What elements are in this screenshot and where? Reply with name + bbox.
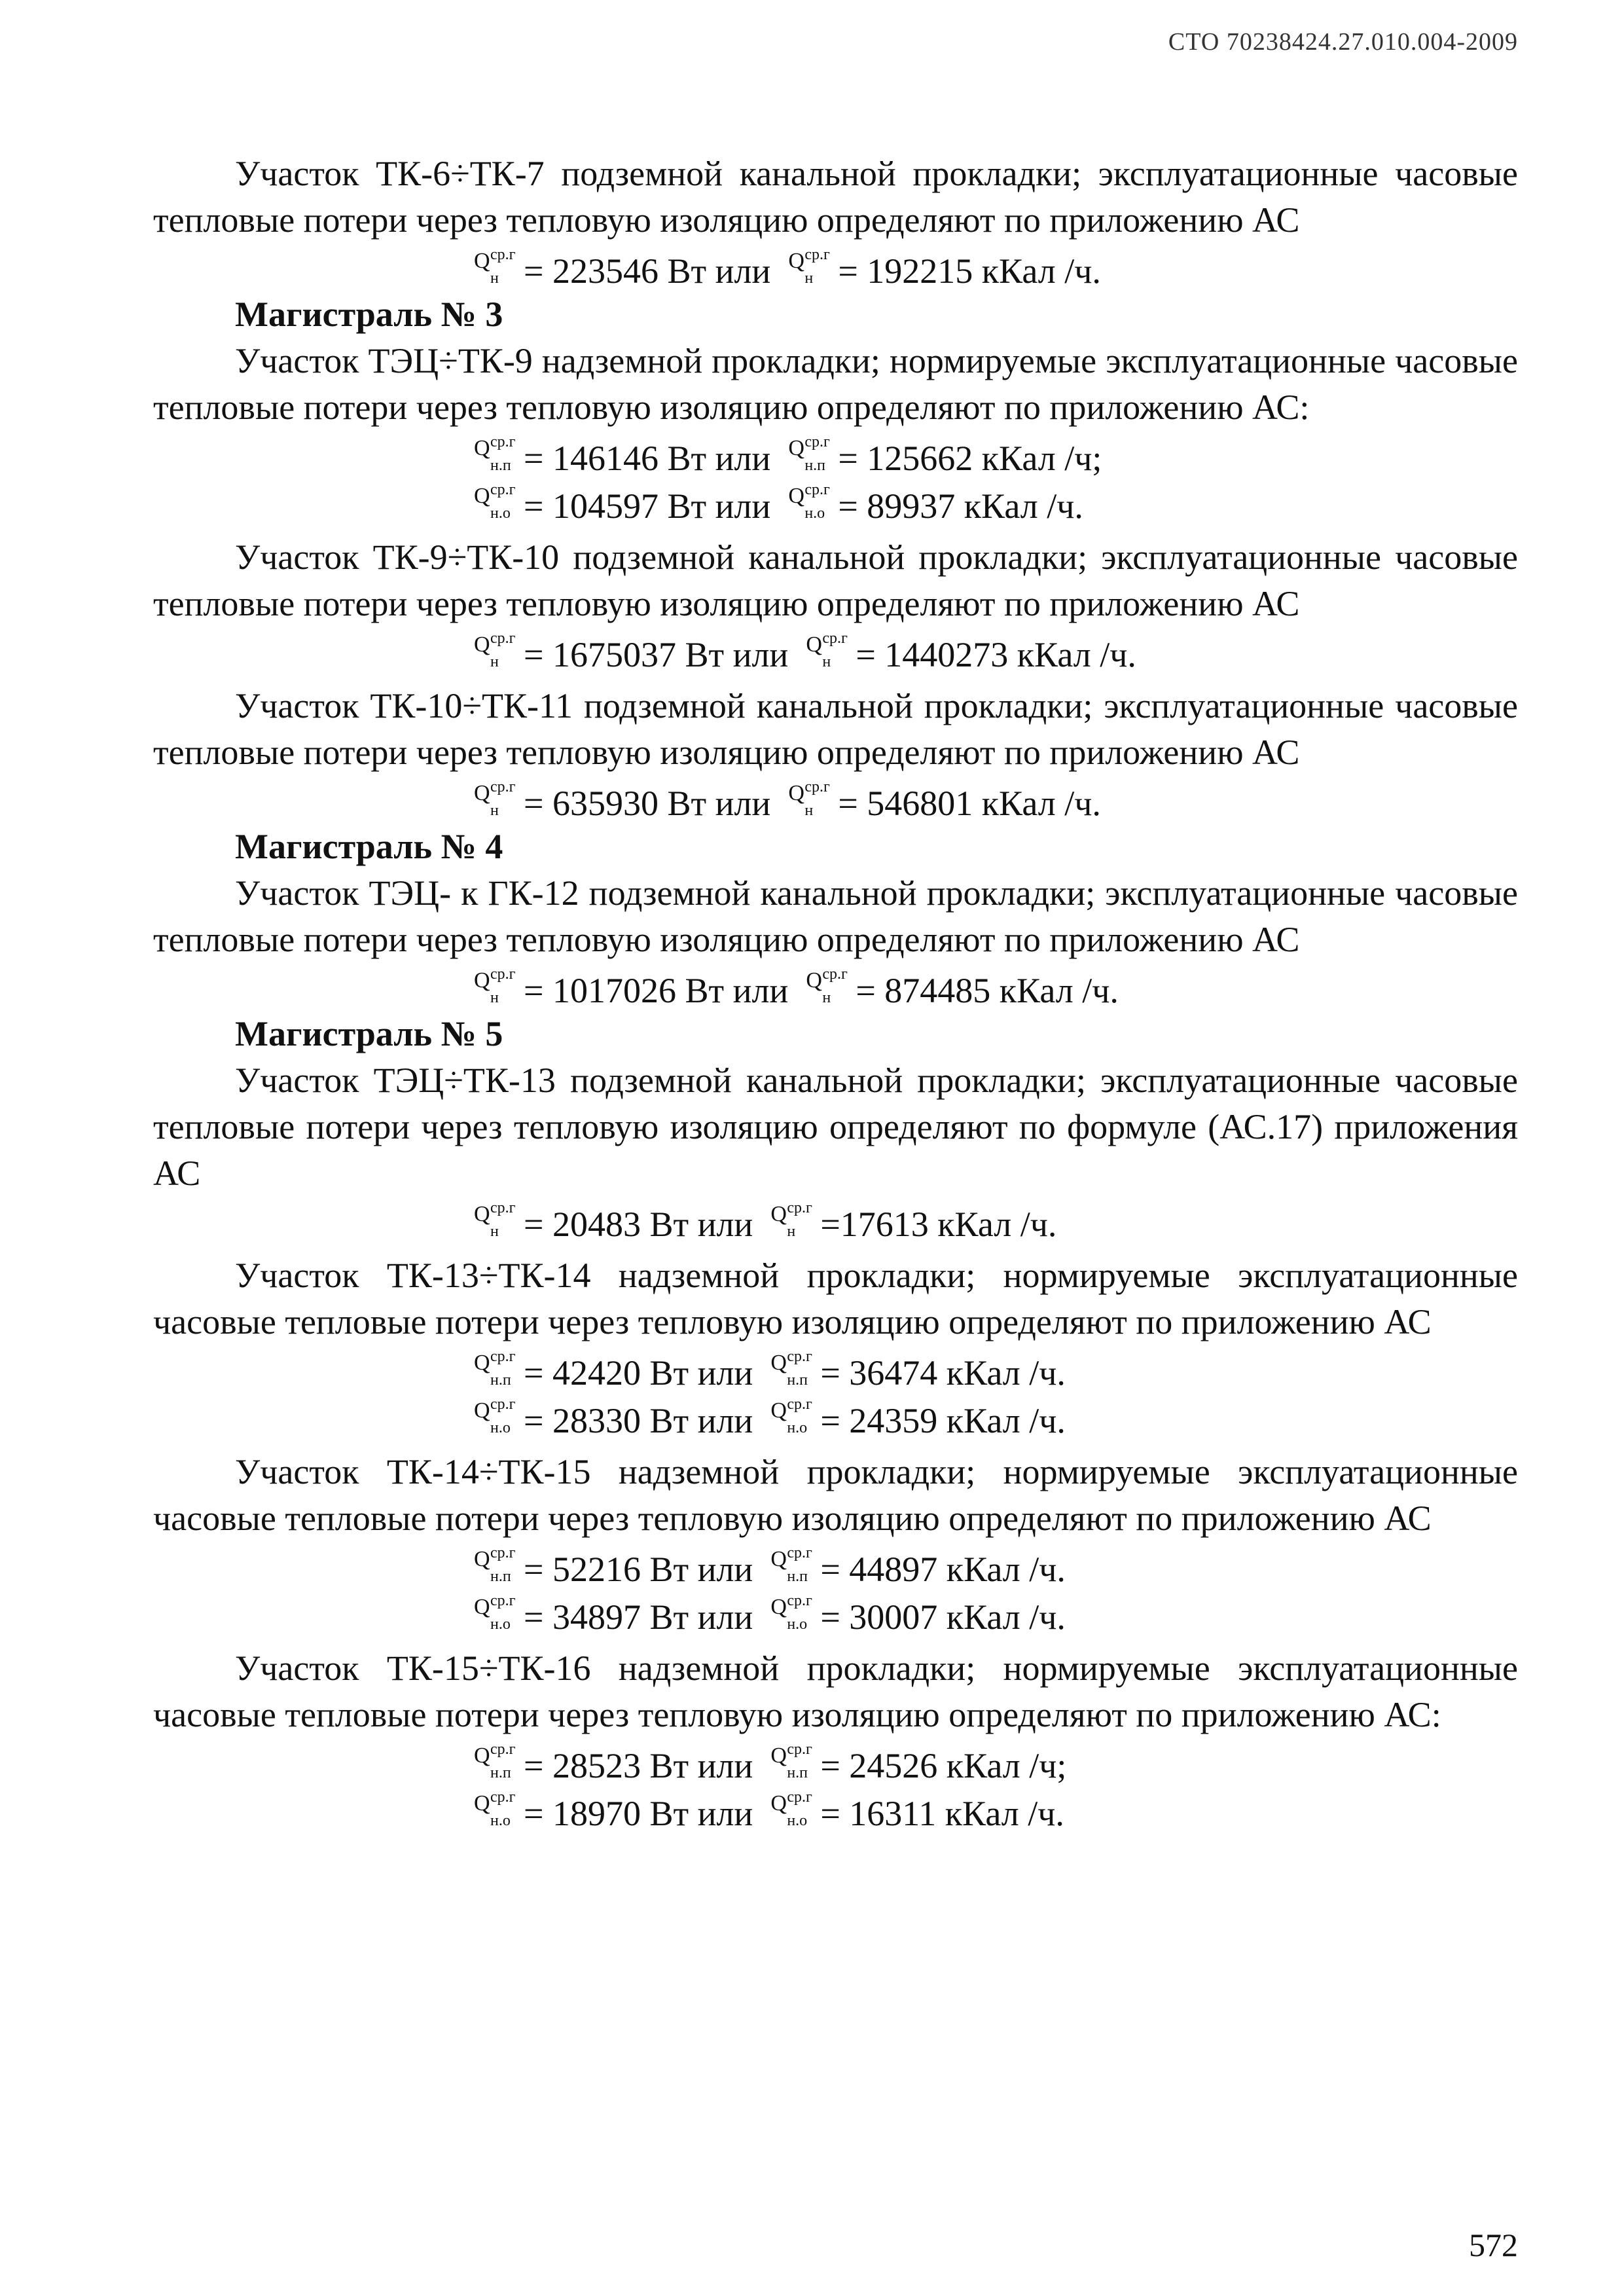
q-symbol (788, 431, 834, 474)
q-subscript: н (490, 989, 499, 1006)
q-superscript: ср.г (490, 433, 516, 450)
q-letter: Q (474, 1351, 490, 1375)
q-superscript: ср.г (490, 1741, 516, 1758)
q-subscript: н (804, 802, 814, 819)
value-kcal: = 125662 кКал /ч; (838, 439, 1102, 478)
q-letter: Q (788, 484, 804, 508)
q-subscript: н.о (787, 1419, 808, 1436)
q-subscript: н (787, 1223, 796, 1240)
value-kcal: = 24526 кКал /ч; (820, 1746, 1067, 1785)
q-letter: Q (806, 632, 822, 657)
value-kcal: = 874485 кКал /ч. (856, 971, 1119, 1010)
value-watts: = 52216 Вт или (524, 1550, 753, 1589)
q-superscript: ср.г (787, 1348, 812, 1365)
q-superscript: ср.г (804, 246, 830, 263)
formula-line (153, 1197, 1518, 1245)
q-symbol (770, 1786, 816, 1829)
q-superscript: ср.г (490, 1592, 516, 1609)
value-watts: = 1675037 Вт или (524, 635, 789, 674)
section-heading: Магистраль № 3 (235, 295, 503, 334)
q-subscript: н.о (490, 505, 511, 522)
q-superscript: ср.г (490, 246, 516, 263)
q-superscript: ср.г (822, 966, 848, 983)
q-symbol (474, 1345, 520, 1389)
value-kcal: = 30007 кКал /ч. (820, 1597, 1066, 1637)
q-subscript: н.о (787, 1616, 808, 1633)
q-subscript: н (822, 653, 831, 670)
q-symbol (474, 1738, 520, 1781)
formula-line (153, 1590, 1518, 1637)
q-subscript: н (490, 1223, 499, 1240)
q-superscript: ср.г (822, 630, 848, 647)
q-superscript: ср.г (490, 630, 516, 647)
q-letter: Q (770, 1351, 787, 1375)
q-superscript: ср.г (490, 1789, 516, 1806)
q-symbol (474, 431, 520, 474)
paragraph: Участок ТК-6÷ТК-7 подземной канальной прокладки; эксплуатационные часовые тепловые потери через тепловую изоляцию определяют по приложению АС (153, 154, 1518, 240)
document-code: СТО 70238424.27.010.004-2009 (1168, 28, 1518, 56)
q-superscript: ср.г (490, 1199, 516, 1216)
formula-line (153, 963, 1518, 1011)
q-letter: Q (474, 249, 490, 273)
q-subscript: н.о (804, 505, 825, 522)
q-symbol (788, 244, 834, 287)
q-symbol (788, 479, 834, 522)
q-superscript: ср.г (490, 481, 516, 498)
value-watts: = 223546 Вт или (524, 251, 771, 291)
paragraph: Участок ТК-15÷ТК-16 надземной прокладки; нормируемые эксплуатационные часовые тепловые потери через тепловую изоляцию определяют по приложению АС: (153, 1649, 1518, 1734)
q-letter: Q (474, 1791, 490, 1815)
value-watts: = 28523 Вт или (524, 1746, 753, 1785)
q-superscript: ср.г (787, 1199, 812, 1216)
q-superscript: ср.г (787, 1789, 812, 1806)
q-symbol (770, 1738, 816, 1781)
q-letter: Q (770, 1547, 787, 1571)
q-symbol (474, 1542, 520, 1585)
formula-line (153, 776, 1518, 824)
q-letter: Q (474, 1595, 490, 1619)
q-superscript: ср.г (787, 1741, 812, 1758)
paragraph: Участок ТЭЦ- к ГК-12 подземной канальной прокладки; эксплуатационные часовые тепловые потери через тепловую изоляцию определяют по приложению АС (153, 873, 1518, 959)
formula-line (153, 244, 1518, 291)
q-superscript: ср.г (787, 1544, 812, 1561)
q-superscript: ср.г (490, 1396, 516, 1413)
q-symbol (770, 1590, 816, 1633)
q-subscript: н.о (490, 1419, 511, 1436)
q-subscript: н.п (787, 1372, 808, 1389)
value-watts: = 104597 Вт или (524, 486, 771, 526)
paragraph: Участок ТК-9÷ТК-10 подземной канальной прокладки; эксплуатационные часовые тепловые потери через тепловую изоляцию определяют по приложению АС (153, 538, 1518, 623)
q-symbol (474, 1197, 520, 1240)
formula-line (153, 431, 1518, 479)
q-subscript: н (804, 270, 814, 287)
q-letter: Q (474, 781, 490, 805)
value-kcal: = 89937 кКал /ч. (838, 486, 1083, 526)
paragraph: Участок ТК-13÷ТК-14 надземной прокладки; нормируемые эксплуатационные часовые тепловые потери через тепловую изоляцию определяют по приложению АС (153, 1256, 1518, 1341)
value-watts: = 635930 Вт или (524, 784, 771, 823)
value-kcal: = 16311 кКал /ч. (820, 1794, 1064, 1833)
paragraph: Участок ТЭЦ÷ТК-9 надземной прокладки; нормируемые эксплуатационные часовые тепловые потери через тепловую изоляцию определяют по приложению АС: (153, 341, 1518, 427)
q-subscript: н.о (787, 1812, 808, 1829)
document-body (153, 151, 1518, 1834)
value-kcal: = 546801 кКал /ч. (838, 784, 1101, 823)
q-letter: Q (788, 249, 804, 273)
q-symbol (474, 1786, 520, 1829)
q-subscript: н (490, 270, 499, 287)
q-superscript: ср.г (804, 481, 830, 498)
q-symbol (770, 1542, 816, 1585)
q-subscript: н (490, 653, 499, 670)
q-symbol (770, 1393, 816, 1436)
page-number: 572 (1469, 2227, 1518, 2263)
q-subscript: н.п (787, 1568, 808, 1585)
q-letter: Q (806, 968, 822, 993)
value-kcal: =17613 кКал /ч. (820, 1205, 1057, 1244)
q-subscript: н (822, 989, 831, 1006)
q-symbol (474, 479, 520, 522)
q-symbol (788, 776, 834, 819)
q-subscript: н.о (490, 1812, 511, 1829)
q-symbol (474, 1393, 520, 1436)
section-heading: Магистраль № 5 (235, 1014, 503, 1053)
value-kcal: = 36474 кКал /ч. (820, 1353, 1066, 1393)
q-subscript: н.п (490, 457, 511, 474)
formula-line (153, 1786, 1518, 1834)
q-subscript: н.п (804, 457, 826, 474)
value-watts: = 20483 Вт или (524, 1205, 753, 1244)
q-symbol (474, 627, 520, 670)
value-watts: = 42420 Вт или (524, 1353, 753, 1393)
q-superscript: ср.г (490, 1348, 516, 1365)
value-watts: = 146146 Вт или (524, 439, 771, 478)
q-subscript: н.п (490, 1568, 511, 1585)
value-kcal: = 1440273 кКал /ч. (856, 635, 1136, 674)
value-watts: = 18970 Вт или (524, 1794, 753, 1833)
q-superscript: ср.г (804, 433, 830, 450)
q-letter: Q (770, 1743, 787, 1768)
q-letter: Q (474, 1202, 490, 1226)
q-subscript: н.п (787, 1764, 808, 1781)
paragraph: Участок ТК-10÷ТК-11 подземной канальной прокладки; эксплуатационные часовые тепловые потери через тепловую изоляцию определяют по приложению АС (153, 686, 1518, 772)
q-letter: Q (474, 1743, 490, 1768)
q-letter: Q (770, 1398, 787, 1423)
q-symbol (806, 963, 852, 1006)
formula-line (153, 1345, 1518, 1393)
q-superscript: ср.г (490, 1544, 516, 1561)
formula-line (153, 1542, 1518, 1590)
q-letter: Q (474, 1398, 490, 1423)
q-letter: Q (770, 1202, 787, 1226)
q-letter: Q (474, 436, 490, 460)
q-symbol (806, 627, 852, 670)
q-letter: Q (474, 632, 490, 657)
q-symbol (474, 963, 520, 1006)
q-letter: Q (474, 968, 490, 993)
q-letter: Q (788, 436, 804, 460)
q-letter: Q (770, 1595, 787, 1619)
q-symbol (474, 776, 520, 819)
section-heading: Магистраль № 4 (235, 827, 503, 866)
q-symbol (770, 1197, 816, 1240)
paragraph: Участок ТК-14÷ТК-15 надземной прокладки; нормируемые эксплуатационные часовые тепловые потери через тепловую изоляцию определяют по приложению АС (153, 1452, 1518, 1538)
q-subscript: н.п (490, 1372, 511, 1389)
q-symbol (474, 1590, 520, 1633)
value-kcal: = 24359 кКал /ч. (820, 1401, 1066, 1440)
q-subscript: н (490, 802, 499, 819)
q-superscript: ср.г (490, 778, 516, 795)
q-symbol (770, 1345, 816, 1389)
q-superscript: ср.г (490, 966, 516, 983)
q-letter: Q (770, 1791, 787, 1815)
value-watts: = 1017026 Вт или (524, 971, 789, 1010)
value-kcal: = 192215 кКал /ч. (838, 251, 1101, 291)
q-subscript: н.о (490, 1616, 511, 1633)
formula-line (153, 1738, 1518, 1786)
q-letter: Q (788, 781, 804, 805)
q-letter: Q (474, 1547, 490, 1571)
q-superscript: ср.г (787, 1592, 812, 1609)
paragraph: Участок ТЭЦ÷ТК-13 подземной канальной прокладки; эксплуатационные часовые тепловые потери через тепловую изоляцию определяют по формуле (АС.17) приложения АС (153, 1061, 1518, 1193)
value-watts: = 28330 Вт или (524, 1401, 753, 1440)
q-symbol (474, 244, 520, 287)
q-letter: Q (474, 484, 490, 508)
formula-line (153, 1393, 1518, 1441)
q-superscript: ср.г (787, 1396, 812, 1413)
value-watts: = 34897 Вт или (524, 1597, 753, 1637)
value-kcal: = 44897 кКал /ч. (820, 1550, 1066, 1589)
formula-line (153, 479, 1518, 526)
q-subscript: н.п (490, 1764, 511, 1781)
formula-line (153, 627, 1518, 675)
q-superscript: ср.г (804, 778, 830, 795)
